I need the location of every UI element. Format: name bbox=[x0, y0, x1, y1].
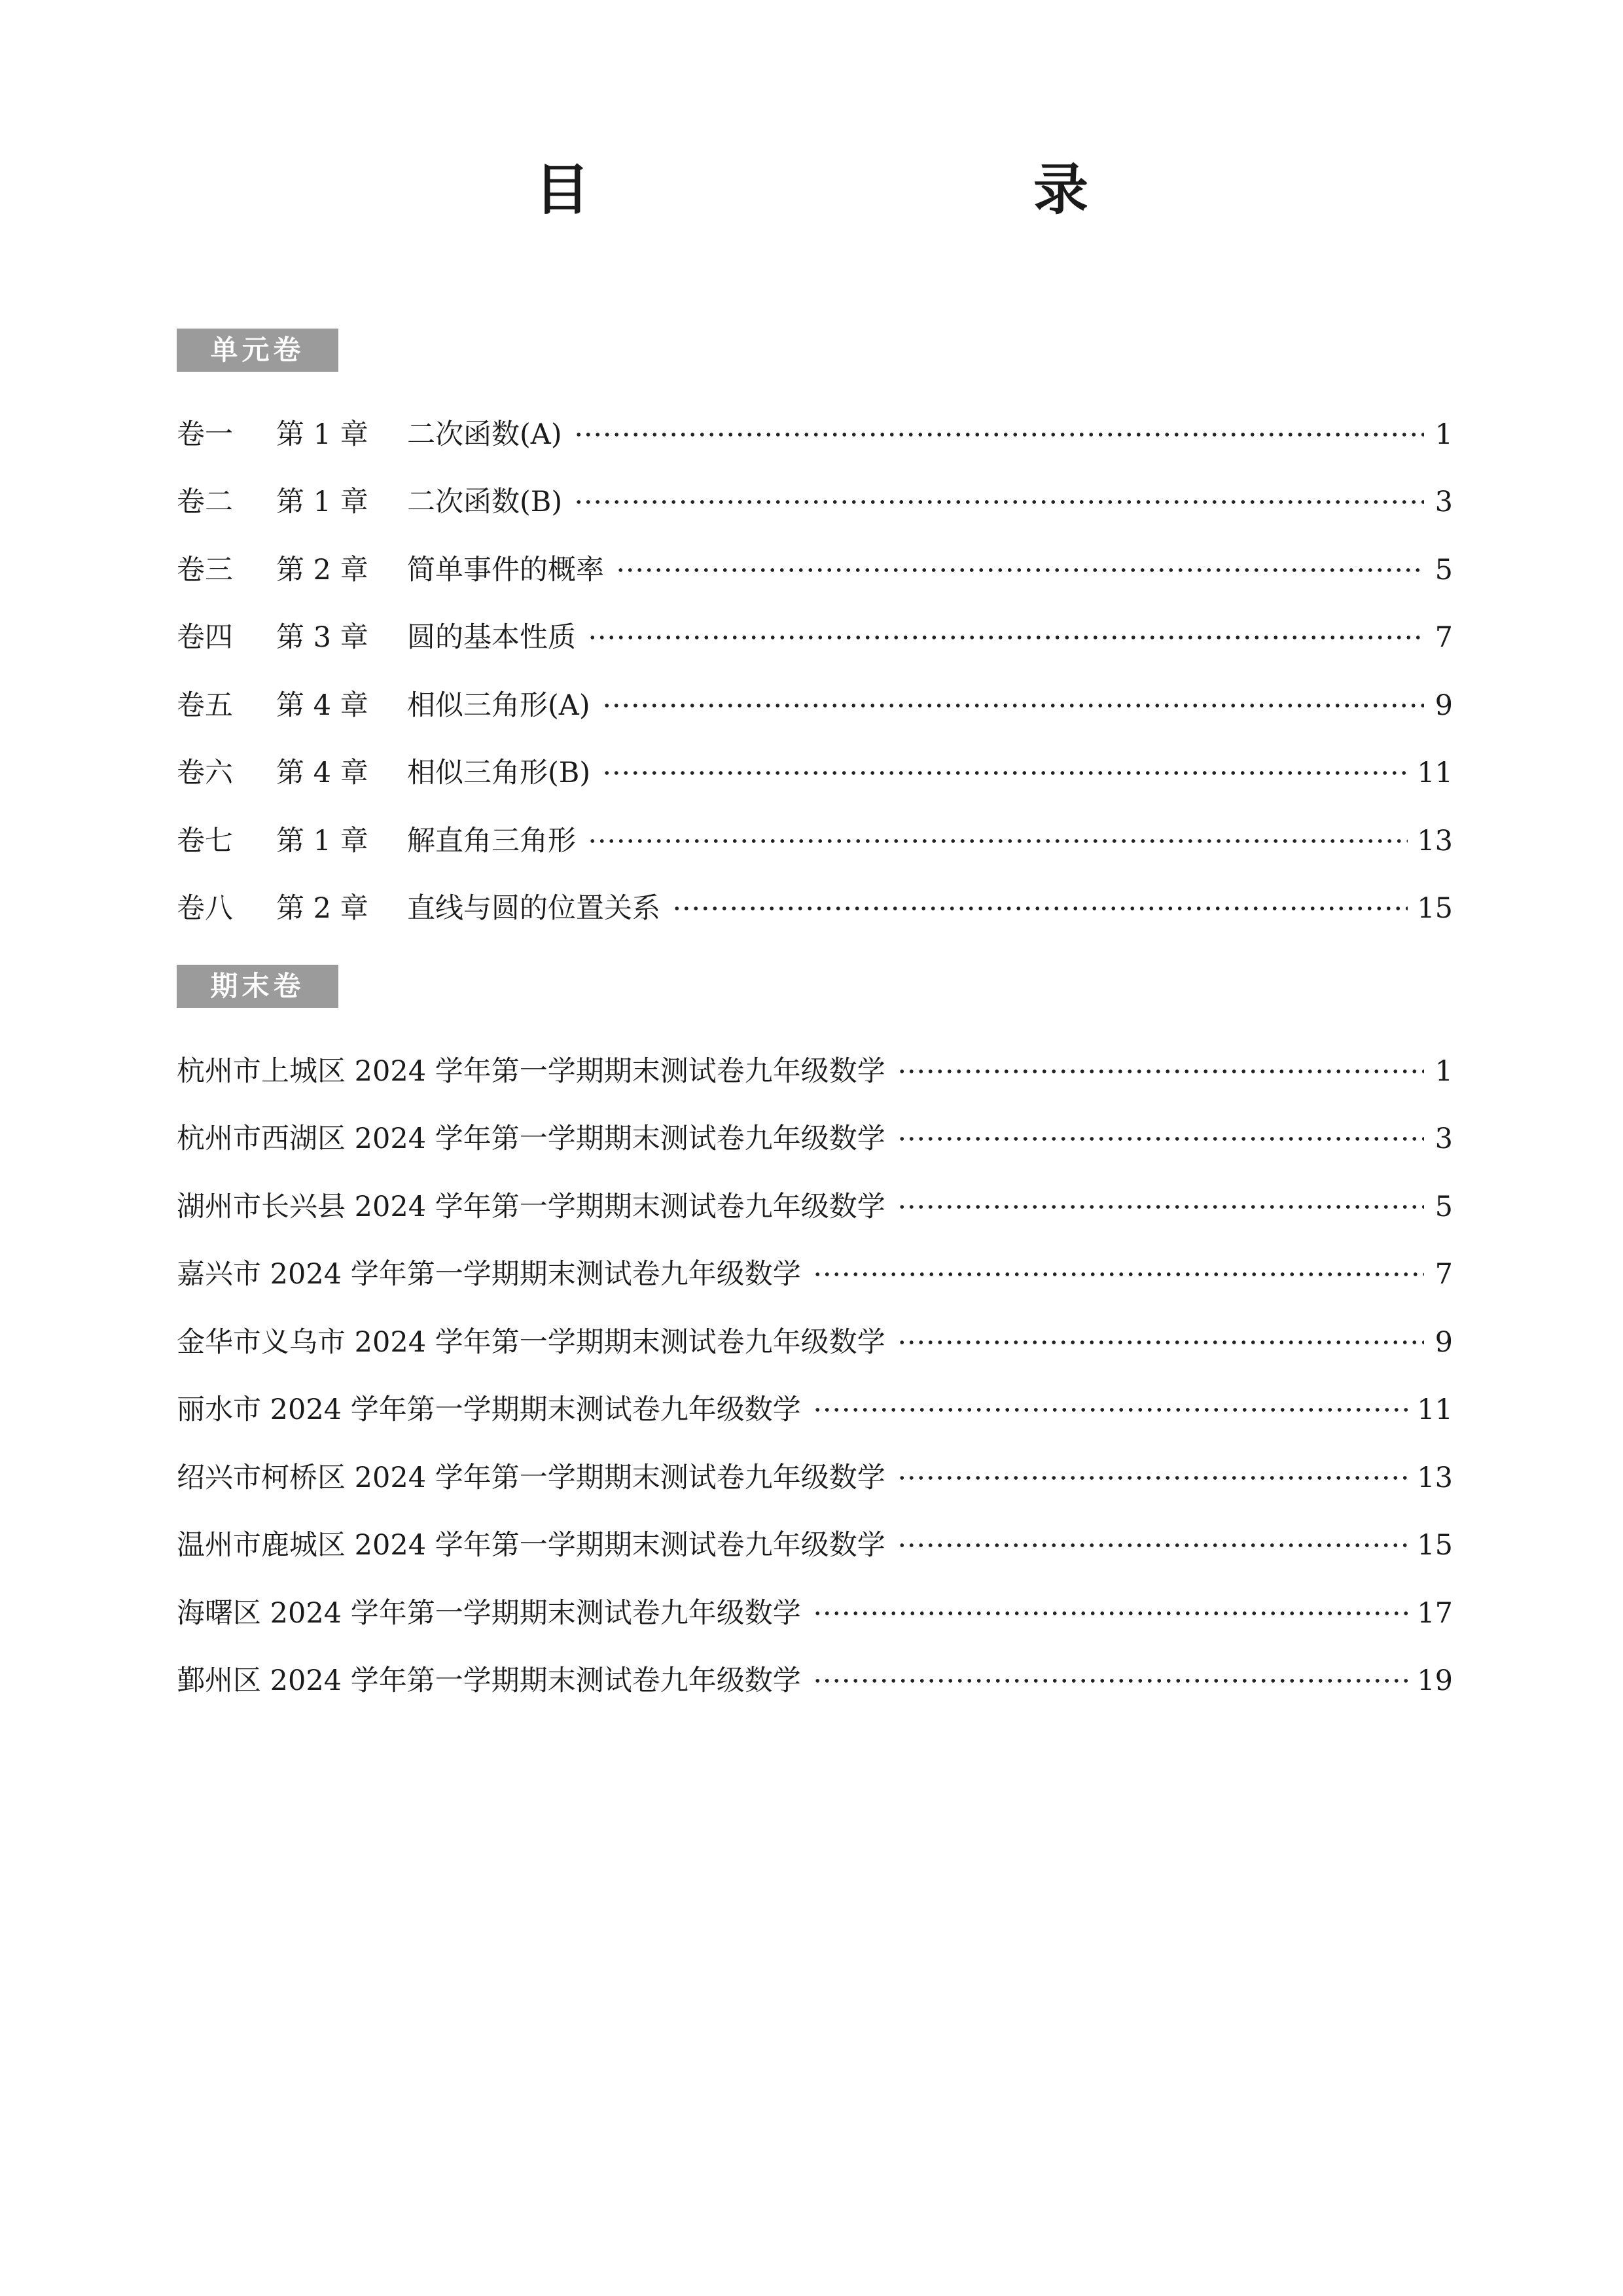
page-number: 19 bbox=[1417, 1664, 1453, 1698]
volume-label: 卷一 bbox=[177, 418, 233, 451]
dot-leader bbox=[602, 703, 1424, 708]
page-number: 13 bbox=[1417, 1461, 1453, 1494]
toc-entry[interactable] bbox=[177, 672, 1453, 740]
page-number: 5 bbox=[1435, 553, 1453, 586]
entry-title: 二次函数(B) bbox=[407, 486, 563, 519]
volume-label: 卷八 bbox=[177, 892, 233, 925]
dot-leader bbox=[574, 499, 1424, 505]
page-number: 11 bbox=[1417, 1393, 1453, 1427]
final-section-label: 期末卷 bbox=[177, 965, 338, 1008]
entry-title: 绍兴市柯桥区 2024 学年第一学期期末测试卷九年级数学 bbox=[177, 1461, 885, 1494]
entry-title: 相似三角形(A) bbox=[407, 689, 590, 722]
toc-entry[interactable] bbox=[177, 1512, 1453, 1580]
entry-title: 温州市鹿城区 2024 学年第一学期期末测试卷九年级数学 bbox=[177, 1529, 885, 1562]
toc-entry[interactable] bbox=[177, 469, 1453, 537]
dot-leader bbox=[588, 635, 1424, 640]
toc-entry[interactable] bbox=[177, 1173, 1453, 1241]
chapter-label: 第 2 章 bbox=[276, 553, 368, 586]
entry-title: 鄞州区 2024 学年第一学期期末测试卷九年级数学 bbox=[177, 1664, 801, 1698]
page-number: 11 bbox=[1417, 757, 1453, 790]
page-number: 9 bbox=[1435, 1325, 1453, 1359]
volume-label: 卷七 bbox=[177, 824, 233, 857]
dot-leader bbox=[897, 1136, 1424, 1141]
toc-entry[interactable] bbox=[177, 1444, 1453, 1512]
page-number: 1 bbox=[1435, 1054, 1453, 1088]
dot-leader bbox=[897, 1475, 1408, 1480]
entry-title: 杭州市上城区 2024 学年第一学期期末测试卷九年级数学 bbox=[177, 1054, 885, 1088]
entry-title: 金华市义乌市 2024 学年第一学期期末测试卷九年级数学 bbox=[177, 1325, 885, 1359]
toc-entry[interactable] bbox=[177, 1579, 1453, 1647]
toc-entry[interactable] bbox=[177, 401, 1453, 469]
dot-leader bbox=[813, 1272, 1424, 1277]
page-number: 13 bbox=[1417, 824, 1453, 857]
toc-entry[interactable] bbox=[177, 1037, 1453, 1105]
chapter-label: 第 1 章 bbox=[276, 486, 368, 519]
entry-title: 海曙区 2024 学年第一学期期末测试卷九年级数学 bbox=[177, 1596, 801, 1630]
dot-leader bbox=[813, 1678, 1408, 1683]
page-number: 3 bbox=[1435, 1122, 1453, 1156]
entry-title: 简单事件的概率 bbox=[407, 553, 604, 586]
page-number: 7 bbox=[1435, 621, 1453, 655]
entry-title: 解直角三角形 bbox=[407, 824, 576, 857]
toc-entry[interactable] bbox=[177, 1105, 1453, 1174]
dot-leader bbox=[897, 1340, 1424, 1345]
entry-title: 二次函数(A) bbox=[407, 418, 562, 451]
page-number: 9 bbox=[1435, 689, 1453, 722]
dot-leader bbox=[897, 1069, 1424, 1074]
entry-title: 圆的基本性质 bbox=[407, 621, 576, 655]
volume-label: 卷五 bbox=[177, 689, 233, 722]
page-title: 目 录 bbox=[534, 157, 1200, 222]
dot-leader bbox=[897, 1543, 1408, 1548]
dot-leader bbox=[897, 1204, 1424, 1210]
dot-leader bbox=[602, 770, 1408, 776]
toc-entry[interactable] bbox=[177, 1241, 1453, 1309]
chapter-label: 第 1 章 bbox=[276, 418, 368, 451]
dot-leader bbox=[813, 1611, 1408, 1616]
page-number: 3 bbox=[1435, 486, 1453, 519]
page-number: 17 bbox=[1417, 1596, 1453, 1630]
volume-label: 卷四 bbox=[177, 621, 233, 655]
toc-entry[interactable] bbox=[177, 604, 1453, 672]
volume-label: 卷二 bbox=[177, 486, 233, 519]
toc-entry[interactable] bbox=[177, 1308, 1453, 1376]
dot-leader bbox=[574, 432, 1424, 437]
dot-leader bbox=[588, 838, 1408, 844]
final-toc-list bbox=[177, 1037, 1453, 1715]
chapter-label: 第 2 章 bbox=[276, 892, 368, 925]
entry-title: 湖州市长兴县 2024 学年第一学期期末测试卷九年级数学 bbox=[177, 1190, 885, 1223]
chapter-label: 第 4 章 bbox=[276, 689, 368, 722]
unit-section-label: 单元卷 bbox=[177, 329, 338, 372]
page-number: 5 bbox=[1435, 1190, 1453, 1223]
unit-toc-list bbox=[177, 401, 1453, 942]
page-number: 15 bbox=[1417, 1529, 1453, 1562]
chapter-label: 第 1 章 bbox=[276, 824, 368, 857]
toc-entry[interactable] bbox=[177, 1376, 1453, 1444]
volume-label: 卷三 bbox=[177, 553, 233, 586]
dot-leader bbox=[672, 906, 1408, 911]
entry-title: 相似三角形(B) bbox=[407, 757, 591, 790]
entry-title: 丽水市 2024 学年第一学期期末测试卷九年级数学 bbox=[177, 1393, 801, 1427]
page-number: 15 bbox=[1417, 892, 1453, 925]
toc-entry[interactable] bbox=[177, 807, 1453, 875]
page-number: 7 bbox=[1435, 1258, 1453, 1291]
dot-leader bbox=[813, 1407, 1408, 1412]
volume-label: 卷六 bbox=[177, 757, 233, 790]
entry-title: 直线与圆的位置关系 bbox=[407, 892, 660, 925]
entry-title: 嘉兴市 2024 学年第一学期期末测试卷九年级数学 bbox=[177, 1258, 801, 1291]
chapter-label: 第 3 章 bbox=[276, 621, 368, 655]
toc-entry[interactable] bbox=[177, 1647, 1453, 1715]
page-number: 1 bbox=[1435, 418, 1453, 451]
entry-title: 杭州市西湖区 2024 学年第一学期期末测试卷九年级数学 bbox=[177, 1122, 885, 1156]
toc-entry[interactable] bbox=[177, 875, 1453, 943]
toc-entry[interactable] bbox=[177, 536, 1453, 604]
toc-entry[interactable] bbox=[177, 740, 1453, 808]
dot-leader bbox=[616, 567, 1424, 573]
chapter-label: 第 4 章 bbox=[276, 757, 368, 790]
